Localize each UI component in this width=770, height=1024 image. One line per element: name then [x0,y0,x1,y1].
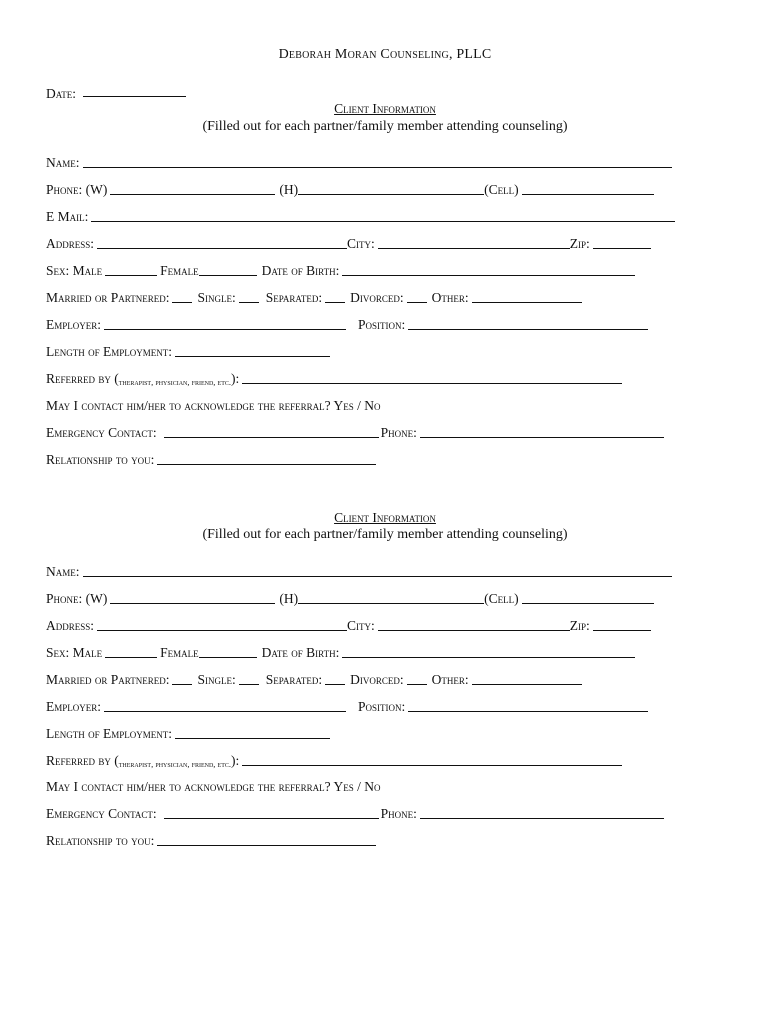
other-label: Other: [431,672,469,687]
s2-phone-row [46,589,654,607]
position-field[interactable] [408,316,648,330]
s1-may-contact-row [46,396,381,414]
single-label: Single: [197,672,236,687]
zip-label: Zip: [569,236,590,251]
emergency-contact-label: Emergency Contact: [46,425,157,440]
date-label: Date: [46,86,76,101]
divorced-label: Divorced: [350,290,404,305]
s2-employer-row [46,697,648,715]
s2-address-row [46,616,651,634]
phone-w-label: Phone: (W) [46,182,108,197]
sex-male-label: Sex: Male [46,263,103,278]
emergency-contact-field[interactable] [164,805,379,819]
employer-field[interactable] [104,316,346,330]
position-label: Position: [358,699,406,714]
s2-emergency-row [46,804,664,822]
phone-cell-label: (Cell) [484,182,519,197]
referred-field[interactable] [242,370,622,384]
name-field[interactable] [83,563,672,577]
phone-cell-field[interactable] [522,590,654,604]
phone-h-label: (H) [279,591,299,606]
section-2-subtitle: (Filled out for each partner/family member attending counseling) [202,527,568,542]
dob-field[interactable] [342,644,635,658]
length-employment-label: Length of Employment: [46,726,172,741]
phone-w-label: Phone: (W) [46,591,108,606]
may-contact-text: May I contact him/her to acknowledge the referral? Yes / No [46,398,381,413]
divorced-field[interactable] [407,671,427,685]
city-label: City: [347,618,375,633]
length-employment-field[interactable] [175,343,330,357]
phone-h-label: (H) [279,182,299,197]
emergency-phone-field[interactable] [420,805,664,819]
s1-phone-row [46,180,654,198]
section-1-subtitle: (Filled out for each partner/family member attending counseling) [202,119,568,134]
female-label: Female [160,645,199,660]
length-employment-label: Length of Employment: [46,344,172,359]
referred-field[interactable] [242,752,622,766]
city-field[interactable] [378,235,570,249]
s1-email-row [46,207,675,225]
s2-sex-row [46,643,635,661]
dob-label: Date of Birth: [261,263,340,278]
s2-name-row [46,562,672,580]
single-field[interactable] [239,289,259,303]
referred-hint: therapist, physician, friend, etc. [118,759,231,769]
phone-cell-label: (Cell) [484,591,519,606]
city-label: City: [347,236,375,251]
phone-h-field[interactable] [298,590,484,604]
s1-sex-row [46,261,635,279]
referred-hint: therapist, physician, friend, etc. [118,377,231,387]
s2-referred-row [46,751,622,769]
single-field[interactable] [239,671,259,685]
female-field[interactable] [199,644,257,658]
date-row [46,83,186,102]
s2-length-row [46,724,330,742]
other-field[interactable] [472,289,582,303]
practice-title: Deborah Moran Counseling, PLLC [278,47,492,62]
s2-relationship-row [46,831,376,849]
zip-field[interactable] [593,617,651,631]
date-field[interactable] [83,83,186,97]
dob-label: Date of Birth: [261,645,340,660]
phone-w-field[interactable] [110,181,275,195]
relationship-field[interactable] [157,451,376,465]
employer-label: Employer: [46,699,102,714]
address-label: Address: [46,236,95,251]
male-field[interactable] [105,262,157,276]
divorced-label: Divorced: [350,672,404,687]
may-contact-text: May I contact him/her to acknowledge the referral? Yes / No [46,779,381,794]
s1-marital-row [46,288,582,306]
relationship-label: Relationship to you: [46,452,155,467]
s1-name-row [46,153,672,171]
sex-male-label: Sex: Male [46,645,103,660]
single-label: Single: [197,290,236,305]
separated-field[interactable] [325,671,345,685]
other-label: Other: [431,290,469,305]
address-label: Address: [46,618,95,633]
divorced-field[interactable] [407,289,427,303]
married-field[interactable] [172,671,192,685]
section-2-title: Client Information [334,510,436,525]
s1-relationship-row [46,450,376,468]
female-field[interactable] [199,262,257,276]
relationship-field[interactable] [157,832,376,846]
length-employment-field[interactable] [175,725,330,739]
referred-label: Referred by ( [46,753,119,768]
phone-w-field[interactable] [110,590,275,604]
emergency-phone-label: Phone: [380,806,417,821]
separated-label: Separated: [265,672,323,687]
email-label: E Mail: [46,209,89,224]
address-field[interactable] [97,617,347,631]
female-label: Female [160,263,199,278]
emergency-contact-label: Emergency Contact: [46,806,157,821]
referred-close: ): [230,753,240,768]
name-label: Name: [46,564,80,579]
referred-close: ): [230,371,240,386]
s1-length-row [46,342,330,360]
relationship-label: Relationship to you: [46,833,155,848]
emergency-phone-label: Phone: [380,425,417,440]
emergency-phone-field[interactable] [420,424,664,438]
other-field[interactable] [472,671,582,685]
zip-field[interactable] [593,235,651,249]
separated-label: Separated: [265,290,323,305]
s1-address-row [46,234,651,252]
phone-h-field[interactable] [298,181,484,195]
section-1-title: Client Information [334,101,436,116]
dob-field[interactable] [342,262,635,276]
zip-label: Zip: [569,618,590,633]
married-label: Married or Partnered: [46,290,170,305]
s2-may-contact-row [46,777,381,795]
s2-marital-row [46,670,582,688]
employer-field[interactable] [104,698,346,712]
s1-emergency-row [46,423,664,441]
name-field[interactable] [83,154,672,168]
s1-employer-row [46,315,648,333]
separated-field[interactable] [325,289,345,303]
married-label: Married or Partnered: [46,672,170,687]
emergency-contact-field[interactable] [164,424,379,438]
employer-label: Employer: [46,317,102,332]
name-label: Name: [46,155,80,170]
phone-cell-field[interactable] [522,181,654,195]
referred-label: Referred by ( [46,371,119,386]
s1-referred-row [46,369,622,387]
city-field[interactable] [378,617,570,631]
position-label: Position: [358,317,406,332]
male-field[interactable] [105,644,157,658]
position-field[interactable] [408,698,648,712]
email-field[interactable] [91,208,675,222]
address-field[interactable] [97,235,347,249]
married-field[interactable] [172,289,192,303]
